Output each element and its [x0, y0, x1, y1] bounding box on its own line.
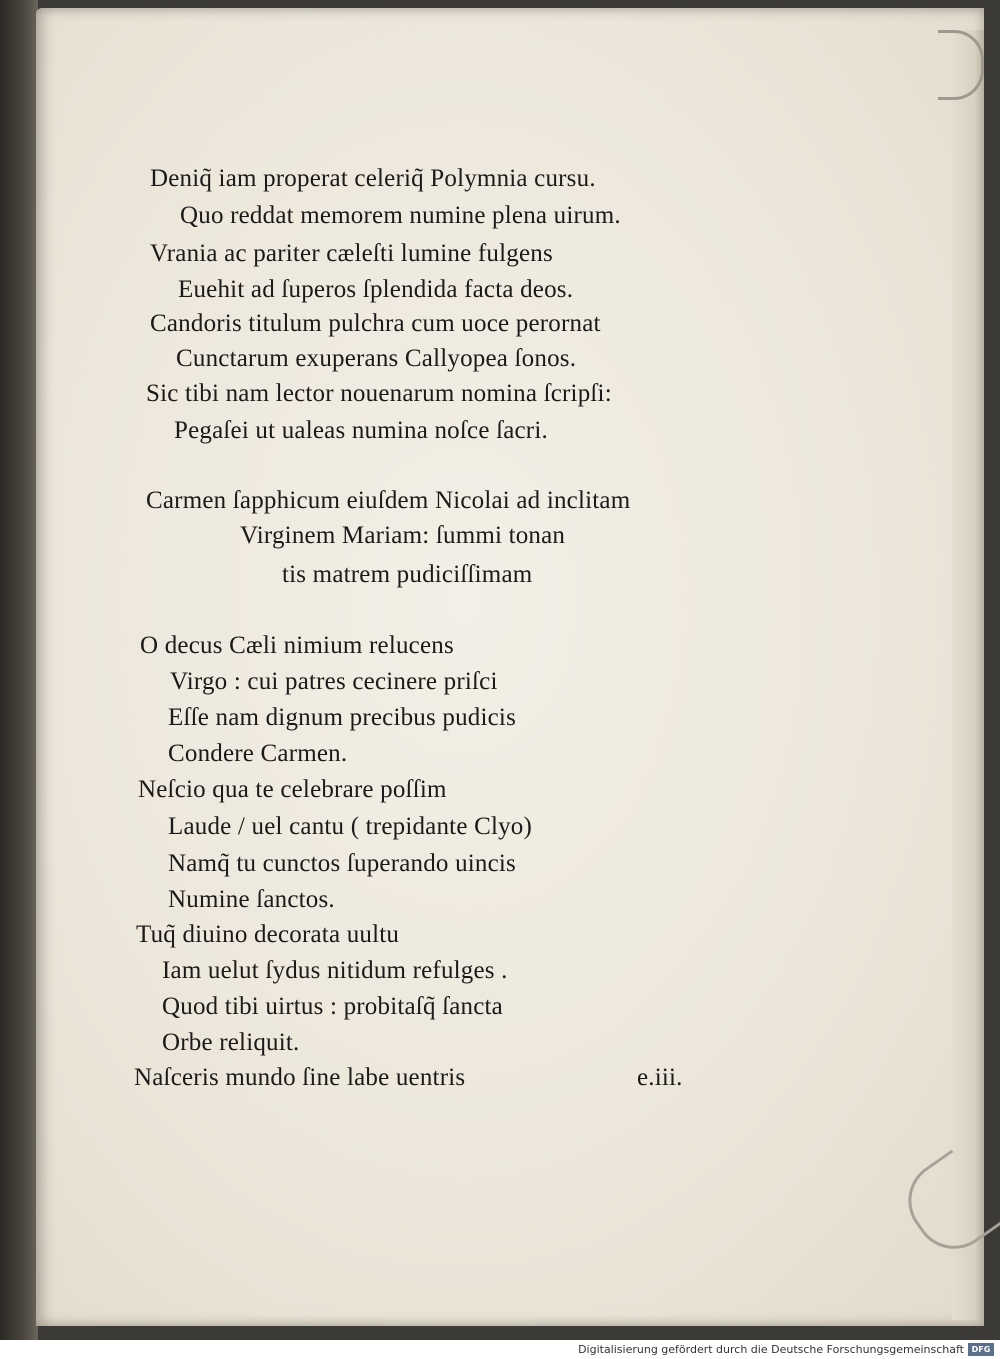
- heading-line: Carmen ſapphicum eiuſdem Nicolai ad inclitam: [146, 487, 631, 514]
- text-line: Candoris titulum pulchra cum uoce perornat: [150, 310, 601, 337]
- text-line: Condere Carmen.: [168, 740, 348, 767]
- text-line: Cunctarum exuperans Callyopea ſonos.: [176, 345, 577, 372]
- text-line: Tuq̃ diuino decorata uultu: [136, 921, 400, 948]
- text-line: Namq̃ tu cunctos ſuperando uincis: [168, 850, 516, 877]
- heading-line: tis matrem pudiciſſimam: [282, 561, 533, 588]
- signature-mark: e.iii.: [637, 1064, 683, 1091]
- dfg-logo: DFG: [968, 1343, 994, 1356]
- text-line: Orbe reliquit.: [162, 1029, 300, 1056]
- text-line: Euehit ad ſuperos ſplendida facta deos.: [178, 276, 574, 303]
- text-line: Naſceris mundo ſine labe uentris: [134, 1064, 466, 1091]
- footer-bar: [0, 1340, 1000, 1359]
- footer-credit: Digitalisierung gefördert durch die Deutsche Forschungsgemeinschaft: [578, 1343, 964, 1356]
- text-line: Deniq̃ iam properat celeriq̃ Polymnia cursu.: [150, 165, 596, 192]
- heading-line: Virginem Mariam: ſummi tonan: [240, 522, 566, 549]
- text-line: Virgo : cui patres cecinere priſci: [170, 668, 498, 695]
- text-line: Quo reddat memorem numine plena uirum.: [180, 202, 621, 229]
- text-line: Laude / uel cantu ( trepidante Clyo): [168, 813, 533, 840]
- text-line: Sic tibi nam lector nouenarum nomina ſcripſi:: [146, 380, 612, 407]
- text-line: O decus Cæli nimium relucens: [140, 632, 454, 659]
- text-line: Pegaſei ut ualeas numina noſce ſacri.: [174, 417, 548, 444]
- text-line: Numine ſanctos.: [168, 886, 335, 913]
- text-line: Quod tibi uirtus : probitaſq̃ ſancta: [162, 993, 503, 1020]
- text-line: Iam uelut ſydus nitidum refulges .: [162, 957, 508, 984]
- text-line: Eſſe nam dignum precibus pudicis: [168, 704, 517, 731]
- text-line: Vrania ac pariter cæleſti lumine fulgens: [150, 240, 553, 267]
- text-line: Neſcio qua te celebrare poſſim: [138, 776, 447, 803]
